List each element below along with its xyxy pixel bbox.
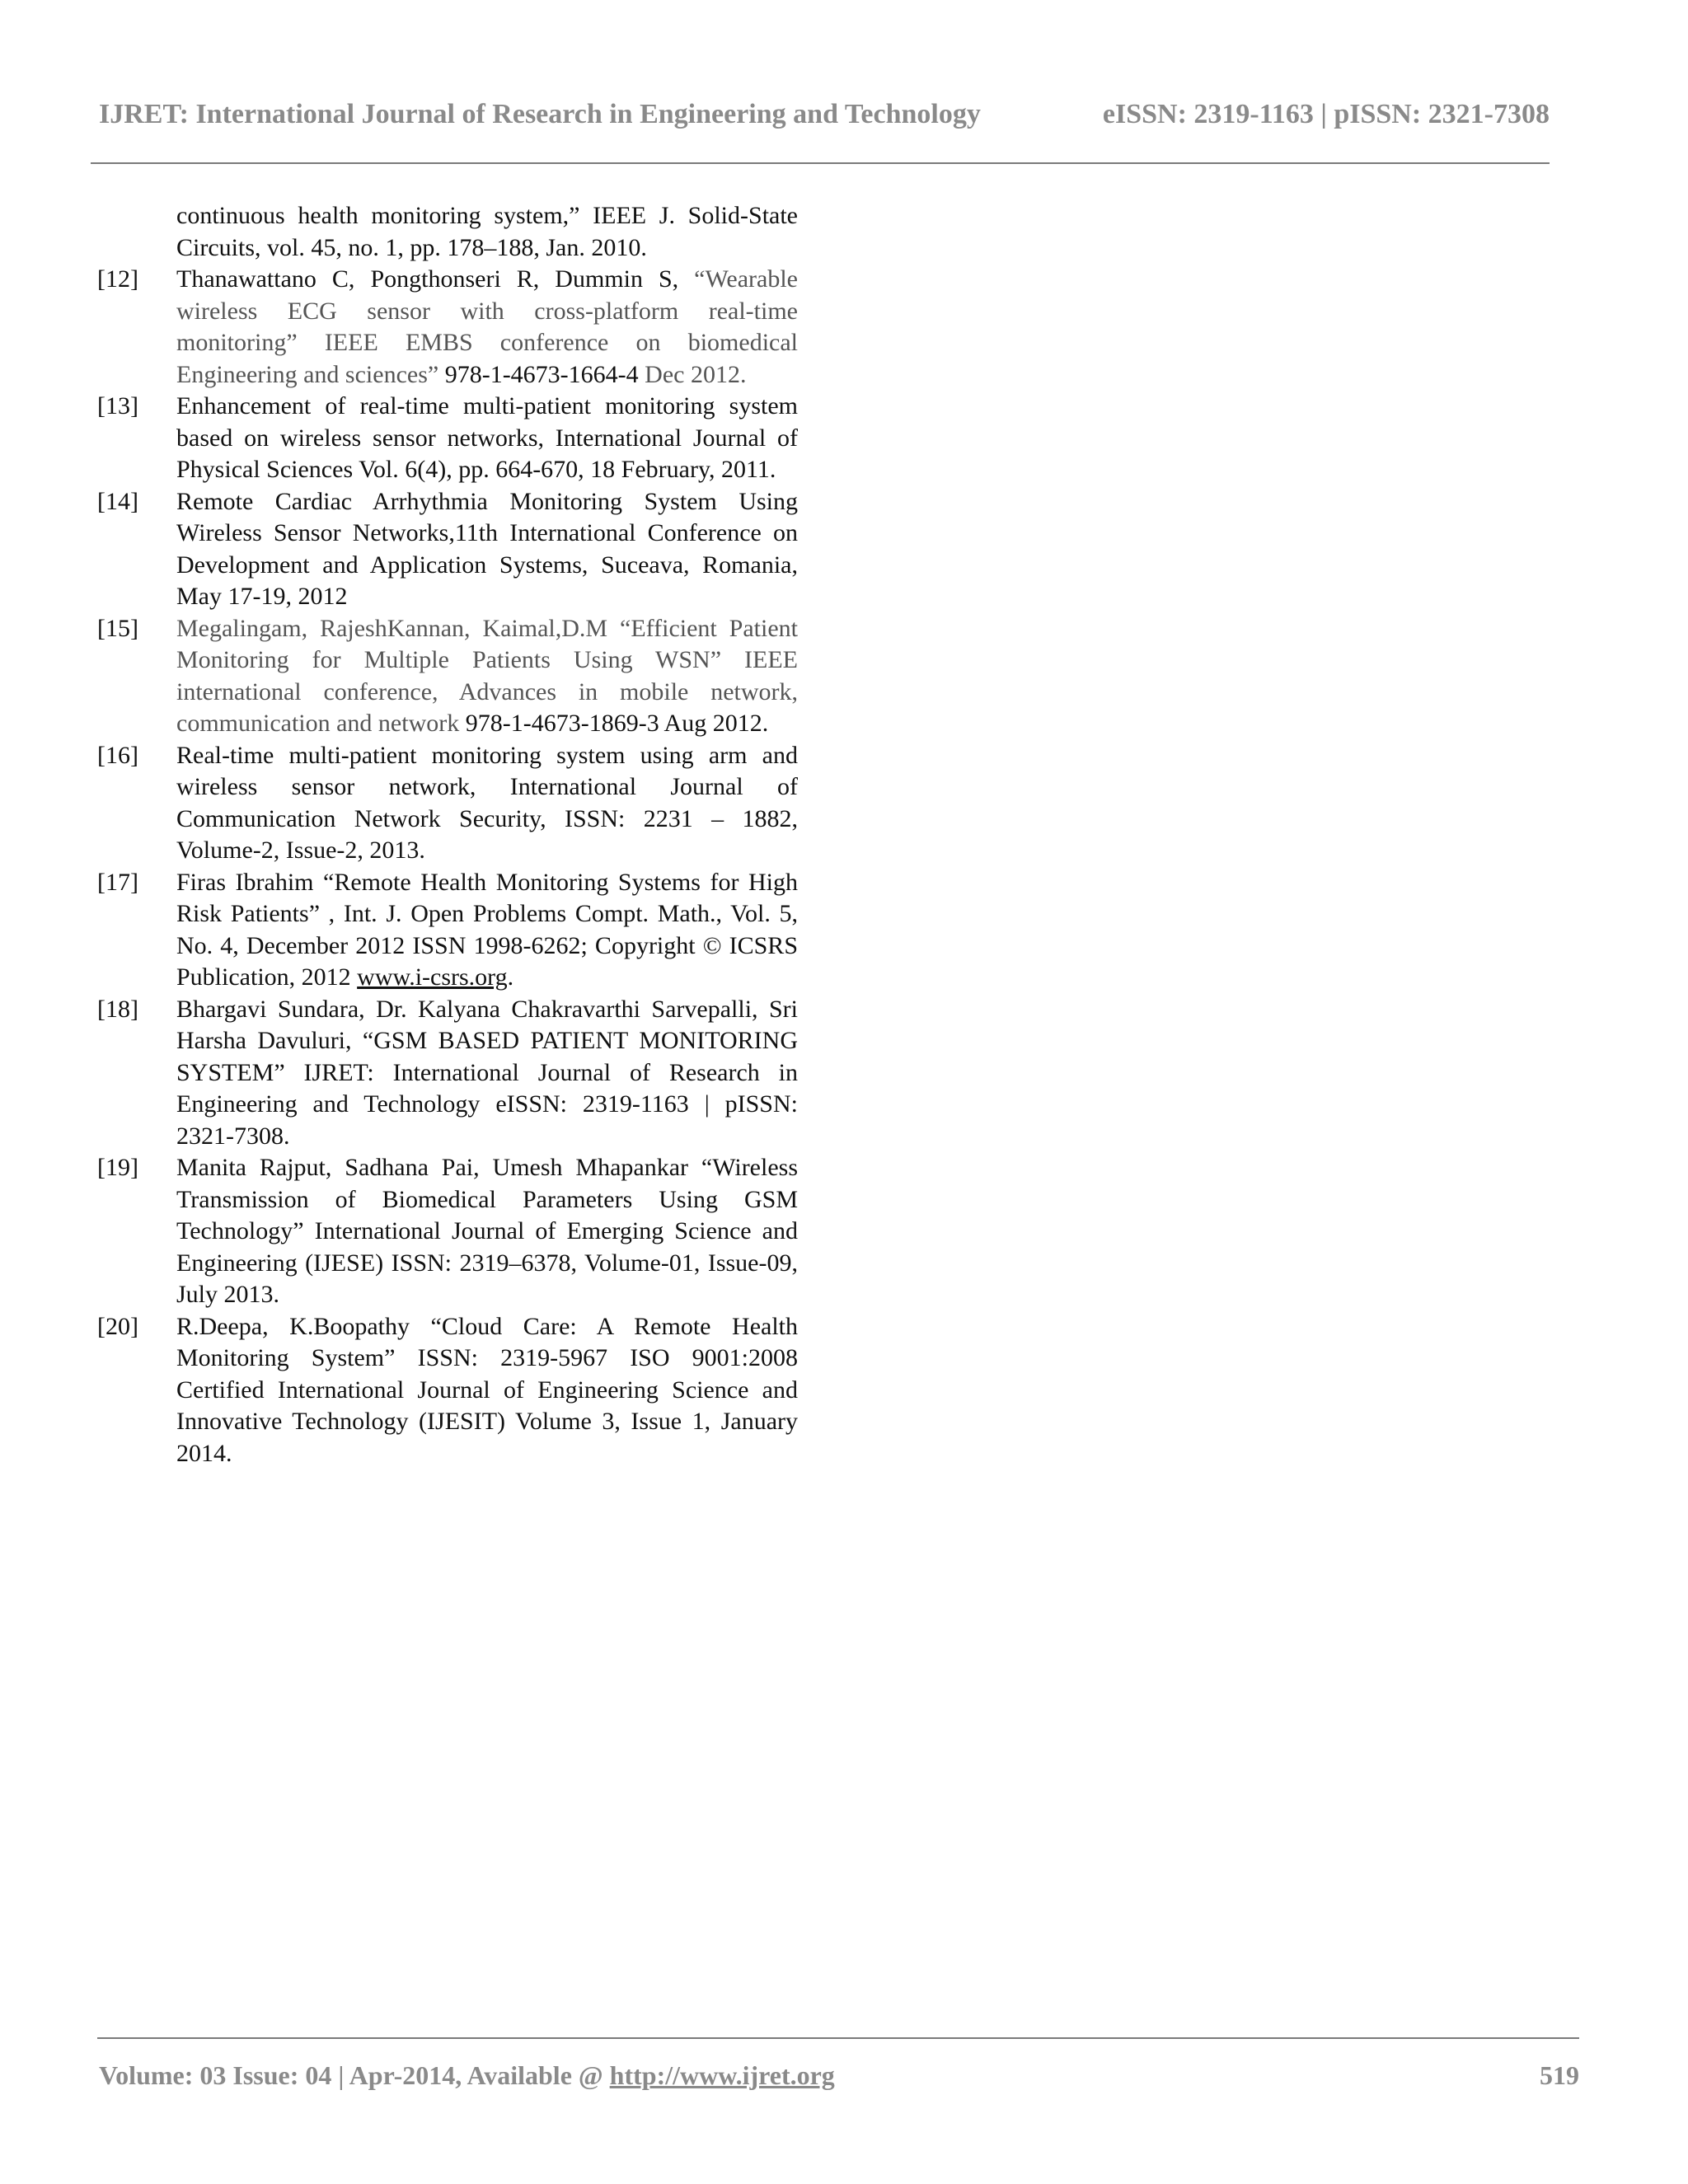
reference-item-12 (97, 264, 798, 391)
reference-text: R.Deepa, K.Boopathy “Cloud Care: A Remote Health Monitoring System” ISSN: 2319-5967 ISO 9001:2008 Certified International Journal of Engineering Science and Innovative Technology (IJESIT) Volume 3, Issue 1, January 2014. (176, 1312, 798, 1467)
footer-volume-info (99, 2060, 835, 2091)
reference-number: [12] (97, 265, 138, 293)
page-number: 519 (1540, 2060, 1579, 2090)
footer-volume-text: Volume: 03 Issue: 04 | Apr-2014, Available @ (99, 2060, 610, 2090)
reference-text: Enhancement of real-time multi-patient monitoring system based on wireless sensor networks, International Journal of Physical Sciences Vol. 6(4), pp. 664-670, 18 February, 2011. (176, 392, 798, 483)
reference-item-15 (97, 613, 798, 740)
reference-number: [14] (97, 487, 138, 515)
footer-divider (97, 2037, 1579, 2039)
reference-body: Firas Ibrahim “Remote Health Monitoring Systems for High Risk Patients” , Int. J. Open Problems Compt. Math., Vol. 5, No. 4, December 2012 ISSN 1998-6262; Copyright © ICSRS Publication, 2012 (176, 868, 798, 991)
reference-isbn: 978-1-4673-1869-3 Aug 2012. (459, 710, 769, 737)
reference-text: Bhargavi Sundara, Dr. Kalyana Chakravarthi Sarvepalli, Sri Harsha Davuluri, “GSM BASED PATIENT MONITORING SYSTEM” IJRET: International Journal of Research in Engineering and Technology eISSN: 2319-1163 | pISSN: 2321-7308. (176, 995, 798, 1150)
reference-text: Manita Rajput, Sadhana Pai, Umesh Mhapankar “Wireless Transmission of Biomedical Parameters Using GSM Technology” International Journal of Emerging Science and Engineering (IJESE) ISSN: 2319–6378, Volume-01, Issue-09, July 2013. (176, 1154, 798, 1308)
reference-item-19 (97, 1152, 798, 1311)
reference-title: “Wearable wireless ECG sensor with cross-platform real-time monitoring” IEEE EMBS conference on biomedical Engineering and sciences” (176, 265, 798, 388)
reference-number: [17] (97, 868, 138, 896)
footer-url-link[interactable]: http://www.ijret.org (609, 2060, 835, 2090)
reference-text: Remote Cardiac Arrhythmia Monitoring System Using Wireless Sensor Networks,11th International Conference on Development and Application Systems, Suceava, Romania, May 17-19, 2012 (176, 487, 798, 610)
reference-number: [20] (97, 1312, 138, 1340)
journal-issn: eISSN: 2319-1163 | pISSN: 2321-7308 (1102, 99, 1550, 129)
reference-link[interactable]: www.i-csrs.org (357, 963, 508, 991)
reference-text (176, 264, 798, 391)
reference-text (176, 867, 798, 994)
page-footer (99, 2060, 1579, 2093)
journal-title: IJRET: International Journal of Research in Engineering and Technology (99, 99, 981, 129)
reference-item-14 (97, 486, 798, 613)
reference-authors: Thanawattano C, Pongthonseri R, Dummin S, (176, 265, 695, 293)
reference-number: [18] (97, 995, 138, 1023)
reference-continuation: continuous health monitoring system,” IEEE J. Solid-State Circuits, vol. 45, no. 1, pp. 178–188, Jan. 2010. (176, 202, 798, 261)
reference-isbn: 978-1-4673-1664-4 (438, 360, 645, 388)
reference-item-18 (97, 994, 798, 1153)
reference-number: [19] (97, 1154, 138, 1181)
reference-item-17 (97, 867, 798, 994)
reference-item-13 (97, 391, 798, 486)
header-divider (91, 162, 1550, 164)
reference-body: Megalingam, RajeshKannan, Kaimal,D.M “Efficient Patient Monitoring for Multiple Patients Using WSN” IEEE international conference, Advances in mobile network, communication and network (176, 614, 798, 737)
reference-list (97, 200, 798, 1469)
reference-number: [13] (97, 392, 138, 419)
reference-item-20 (97, 1311, 798, 1470)
reference-text: Real-time multi-patient monitoring system using arm and wireless sensor network, International Journal of Communication Network Security, ISSN: 2231 – 1882, Volume-2, Issue-2, 2013. (176, 741, 798, 864)
reference-text (176, 613, 798, 740)
page-header (99, 99, 1550, 132)
reference-number: [15] (97, 614, 138, 642)
reference-period: . (507, 963, 514, 991)
reference-item-16 (97, 740, 798, 867)
reference-number: [16] (97, 741, 138, 769)
reference-date: Dec 2012. (645, 360, 747, 388)
